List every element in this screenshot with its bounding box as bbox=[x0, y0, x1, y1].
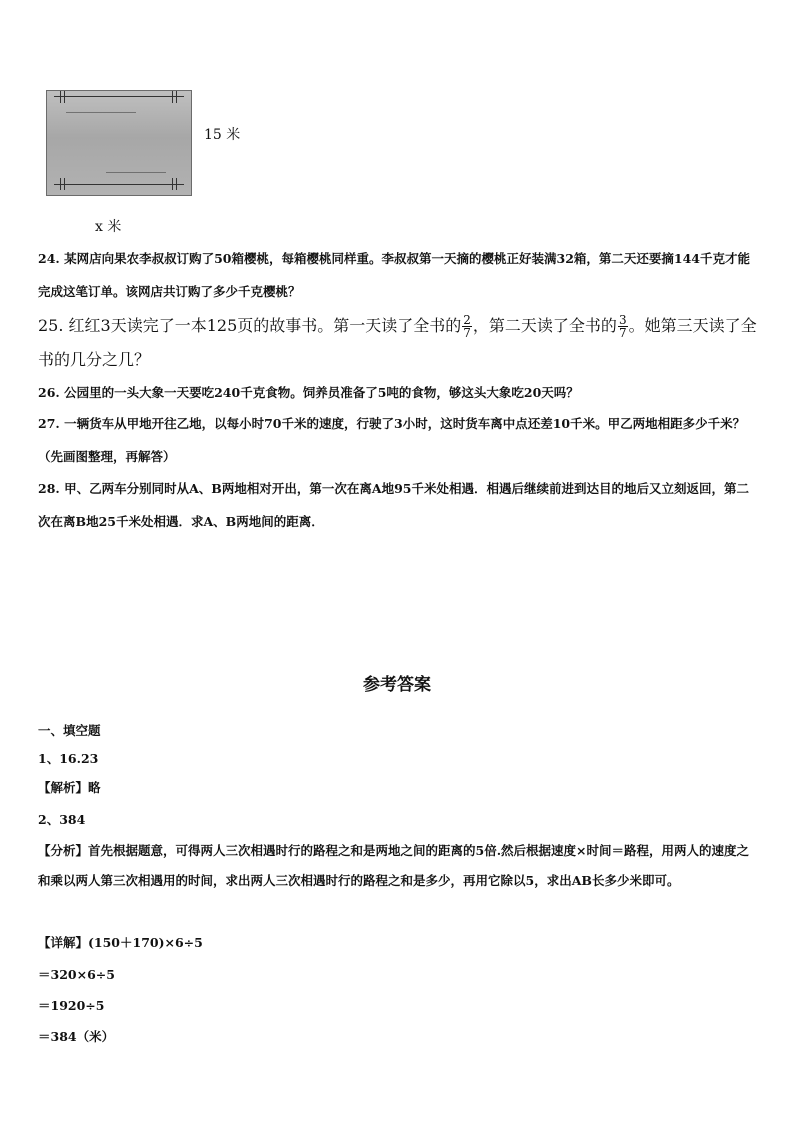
fraction-three-sevenths: $\frac{3}{7}$ bbox=[618, 313, 627, 340]
scan-smudge bbox=[66, 112, 136, 113]
question-number: 26. bbox=[38, 385, 60, 400]
section-title: 一、填空题 bbox=[38, 723, 101, 738]
top-dimension-line bbox=[54, 96, 184, 97]
rectangle-shape bbox=[46, 90, 192, 196]
tick-mark bbox=[172, 91, 173, 103]
bottom-dimension-line bbox=[54, 184, 184, 185]
question-number: 27. bbox=[38, 416, 60, 431]
tick-mark bbox=[64, 91, 65, 103]
question-text: 红红3天读完了一本125页的故事书。第一天读了全书的 bbox=[68, 316, 462, 335]
rectangle-figure bbox=[46, 90, 192, 196]
answers-heading: 参考答案 bbox=[363, 675, 431, 695]
question-text: ，第二天读了全书的 bbox=[472, 316, 617, 335]
question-28 bbox=[38, 472, 760, 538]
question-number: 28. bbox=[38, 481, 60, 496]
question-text: 公园里的一头大象一天要吃240千克食物。饲养员准备了5吨的食物，够这头大象吃20天吗？ bbox=[64, 385, 579, 400]
answer-line: 2、384 bbox=[38, 812, 86, 827]
fraction-two-sevenths: $\frac{2}{7}$ bbox=[463, 313, 471, 340]
question-number: 25. bbox=[38, 316, 64, 335]
bottom-length-label: x 米 bbox=[95, 219, 122, 235]
answer-line: ＝1920÷5 bbox=[38, 998, 105, 1013]
tick-mark bbox=[60, 91, 61, 103]
answer-line: 1、16.23 bbox=[38, 751, 99, 766]
answer-line: 【解析】略 bbox=[38, 780, 101, 795]
side-length-label: 15 米 bbox=[204, 127, 241, 143]
answer-line: ＝384（米） bbox=[38, 1029, 115, 1044]
question-24 bbox=[38, 242, 760, 308]
tick-mark bbox=[176, 91, 177, 103]
tick-mark bbox=[64, 178, 65, 190]
question-text: 。她第三天读了全书的几分之几？ bbox=[38, 316, 757, 369]
scan-smudge bbox=[106, 172, 166, 173]
question-27 bbox=[38, 407, 760, 473]
question-number: 24. bbox=[38, 251, 60, 266]
tick-mark bbox=[60, 178, 61, 190]
tick-mark bbox=[176, 178, 177, 190]
question-text: 某网店向果农李叔叔订购了50箱樱桃，每箱樱桃同样重。李叔叔第一天摘的樱桃正好装满32箱，第二天还要摘144千克才能完成这笔订单。该网店共订购了多少千克樱桃？ bbox=[38, 251, 750, 299]
tick-mark bbox=[172, 178, 173, 190]
answer-line: ＝320×6÷5 bbox=[38, 967, 115, 982]
answer-line: 【分析】首先根据题意，可得两人三次相遇时行的路程之和是两地之间的距离的5倍.然后根据速度×时间＝路程，用两人的速度之和乘以两人第三次相遇用的时间，求出两人三次相遇时行的路程之和是多少，再用它除以5，求出AB长多少米即可。 bbox=[38, 843, 750, 888]
answer-line: 【详解】(150＋170)×6÷5 bbox=[38, 935, 203, 950]
question-26 bbox=[38, 376, 760, 409]
question-text: 甲、乙两车分别同时从A、B两地相对开出，第一次在离A地95千米处相遇．相遇后继续前进到达目的地后又立刻返回，第二次在离B地25千米处相遇．求A、B两地间的距离． bbox=[38, 481, 749, 529]
question-text: 一辆货车从甲地开往乙地，以每小时70千米的速度，行驶了3小时，这时货车离中点还差10千米。甲乙两地相距多少千米？（先画图整理，再解答） bbox=[38, 416, 746, 464]
question-25 bbox=[38, 309, 760, 377]
